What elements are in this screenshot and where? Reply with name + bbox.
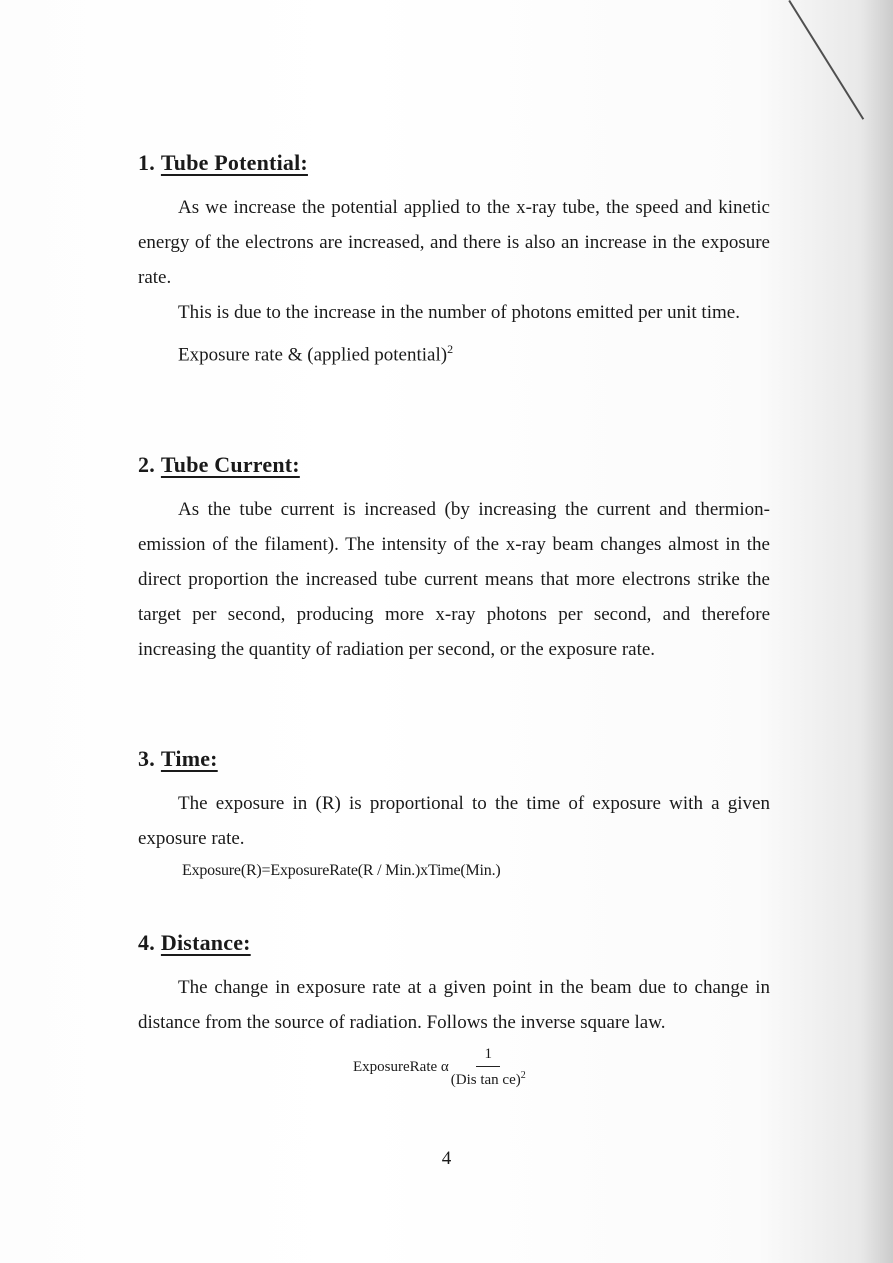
section-title: Tube Potential: xyxy=(160,150,308,175)
formula-exposure-potential xyxy=(138,342,770,366)
section-title: Distance: xyxy=(160,930,251,955)
section-heading xyxy=(138,746,770,772)
section-tube-current xyxy=(138,452,770,667)
section-number: 2. xyxy=(138,452,155,477)
section-heading xyxy=(138,150,770,176)
fraction xyxy=(451,1046,526,1089)
section-distance xyxy=(138,930,770,1106)
formula-text: Exposure rate & (applied potential) xyxy=(178,344,448,366)
paragraph: The exposure in (R) is proportional to the time of exposure with a given exposure rate. xyxy=(138,793,770,849)
formula-exponent: 2 xyxy=(447,342,454,356)
section-title: Time: xyxy=(160,746,218,771)
page-fold-line xyxy=(788,0,864,120)
fraction-denominator xyxy=(451,1067,526,1089)
fraction-numerator: 1 xyxy=(476,1046,500,1067)
section-time xyxy=(138,746,770,880)
denominator-exponent: 2 xyxy=(520,1070,526,1081)
section-heading xyxy=(138,930,770,956)
section-title: Tube Current: xyxy=(160,452,300,477)
paragraph: This is due to the increase in the number of photons emitted per unit time. xyxy=(178,302,740,323)
formula-lhs: ExposureRate α xyxy=(353,1059,449,1075)
page-number: 4 xyxy=(441,1148,452,1169)
paragraph: As we increase the potential applied to the x-ray tube, the speed and kinetic energy of the electrons are increased, and there is also an increase in the exposure rate. xyxy=(138,197,770,288)
section-heading xyxy=(138,452,770,478)
paragraph: As the tube current is increased (by increasing the current and thermion-emission of the filament). The intensity of the x-ray beam changes almost in the direct proportion the increased tube current means that more electrons strike the target per second, producing more x-ray photons per second, and therefore increasing the quantity of radiation per second, or the exposure rate. xyxy=(138,499,770,660)
page-edge-shadow xyxy=(863,0,893,1263)
section-tube-potential xyxy=(138,150,770,366)
section-number: 3. xyxy=(138,746,155,771)
denominator-text: (Dis tan ce) xyxy=(450,1072,521,1088)
paragraph: The change in exposure rate at a given point in the beam due to change in distance from the source of radiation. Follows the inverse square law. xyxy=(138,977,770,1033)
section-number: 1. xyxy=(138,150,155,175)
inverse-square-expression xyxy=(353,1046,526,1089)
section-number: 4. xyxy=(138,930,155,955)
formula-inverse-square xyxy=(138,1046,770,1106)
formula-exposure-time: Exposure(R)=ExposureRate(R / Min.)xTime(Min.) xyxy=(182,862,501,879)
